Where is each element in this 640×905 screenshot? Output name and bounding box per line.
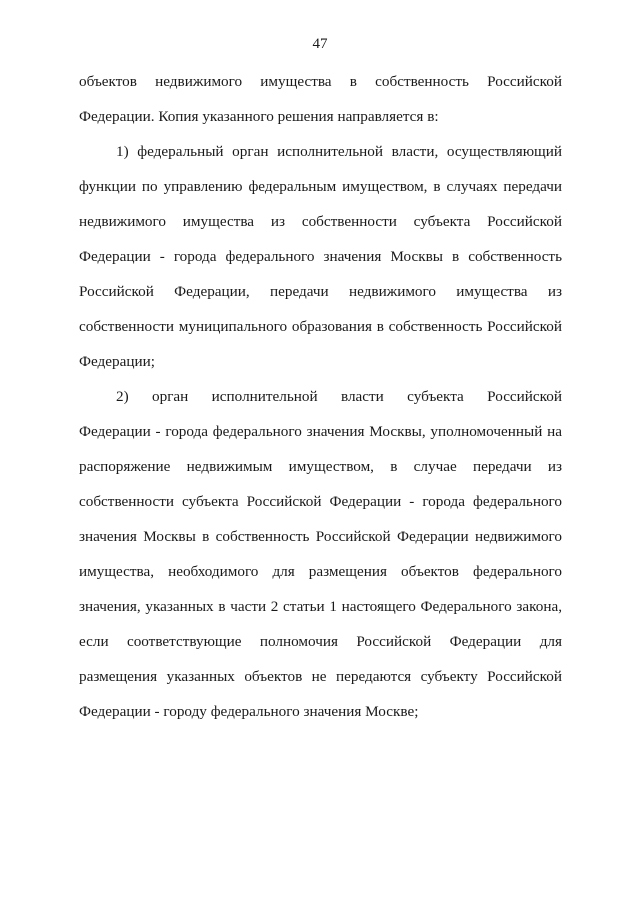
text-line: Федерации - городу федерального значения Москве; — [79, 703, 419, 720]
page-number: 47 — [312, 36, 328, 52]
text-line: значения Москвы в собственность Российской Федерации недвижимого — [79, 528, 562, 545]
paragraph-continuation — [79, 64, 562, 134]
paragraph-item-2 — [79, 379, 562, 729]
document-body — [79, 64, 562, 729]
text-line: Федерации. Копия указанного решения направляется в: — [79, 108, 439, 125]
text-line: Федерации - города федерального значения Москвы в собственность — [79, 248, 562, 265]
text-line: функции по управлению федеральным имуществом, в случаях передачи — [79, 178, 562, 195]
text-line: имущества, необходимого для размещения объектов федерального — [79, 563, 562, 580]
text-line: размещения указанных объектов не передаются субъекту Российской — [79, 668, 562, 685]
text-line: собственности муниципального образования в собственность Российской — [79, 318, 562, 335]
paragraph-item-1 — [79, 134, 562, 379]
text-line: собственности субъекта Российской Федерации - города федерального — [79, 493, 562, 510]
text-line: значения, указанных в части 2 статьи 1 настоящего Федерального закона, — [79, 598, 562, 615]
text-line: 1) федеральный орган исполнительной власти, осуществляющий — [116, 143, 562, 160]
text-line: Российской Федерации, передачи недвижимого имущества из — [79, 283, 562, 300]
text-line: Федерации; — [79, 353, 155, 370]
text-line: если соответствующие полномочия Российской Федерации для — [79, 633, 562, 650]
text-line: распоряжение недвижимым имуществом, в случае передачи из — [79, 458, 562, 475]
text-line: объектов недвижимого имущества в собственность Российской — [79, 73, 562, 90]
text-line: недвижимого имущества из собственности субъекта Российской — [79, 213, 562, 230]
text-line: 2) орган исполнительной власти субъекта Российской — [116, 388, 562, 405]
text-line: Федерации - города федерального значения Москвы, уполномоченный на — [79, 423, 562, 440]
